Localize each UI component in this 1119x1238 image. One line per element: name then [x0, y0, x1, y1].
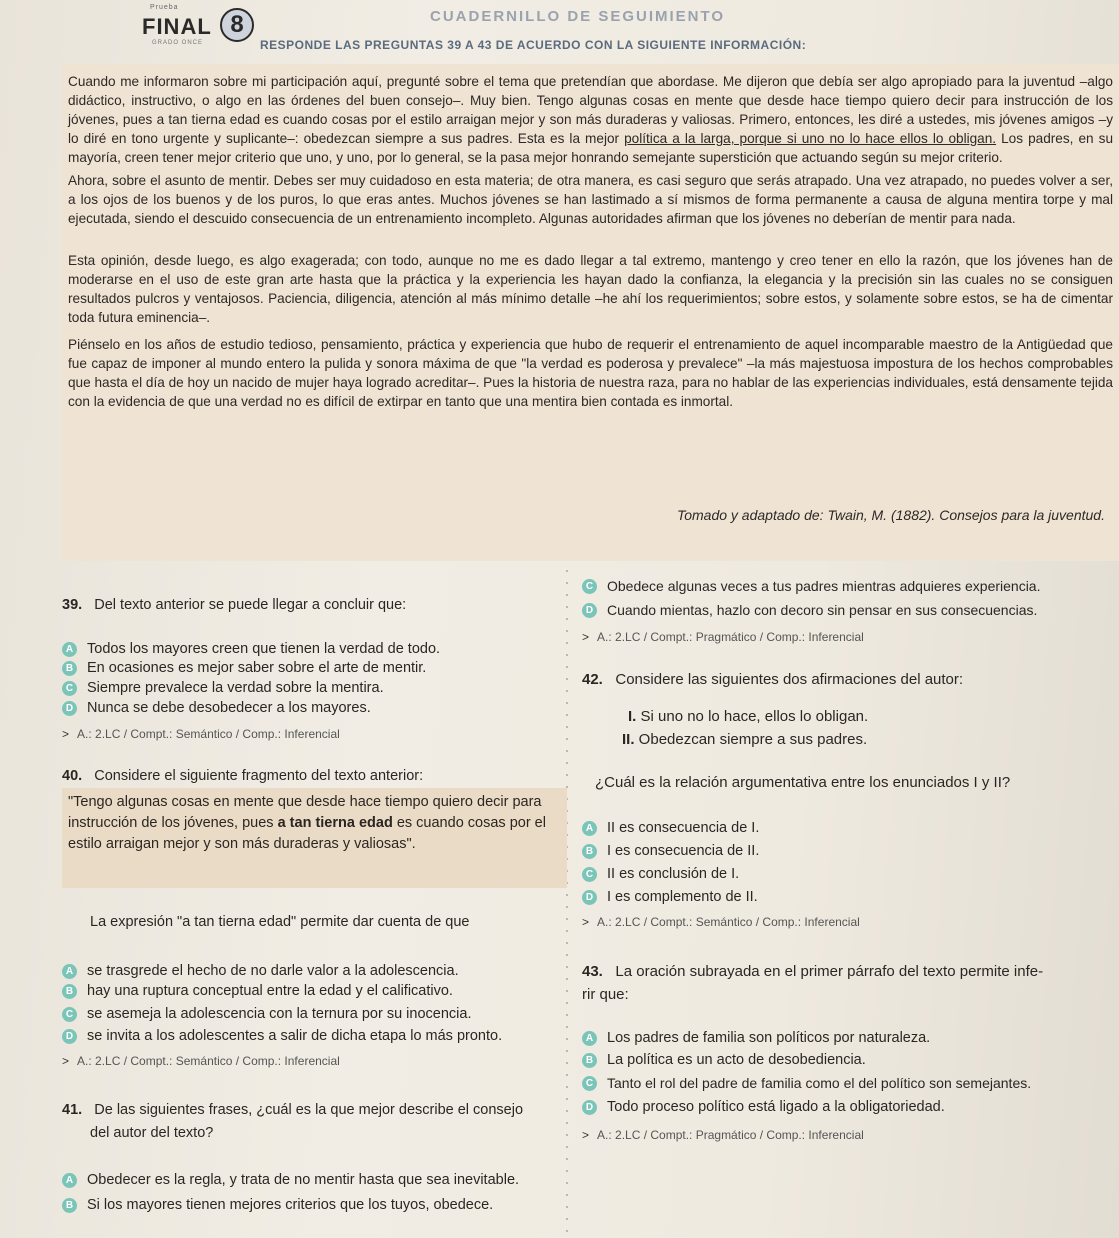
option-bubble[interactable]: C	[582, 579, 597, 594]
option-bubble[interactable]: B	[582, 1053, 597, 1068]
q40-option-c-text: se asemeja la adolescencia con la ternura por su inocencia.	[87, 1006, 472, 1022]
option-bubble[interactable]: B	[62, 984, 77, 999]
statement-1	[628, 708, 868, 725]
statement-1-text: Si uno no lo hace, ellos lo obligan.	[636, 708, 869, 725]
arrow-icon: >	[582, 1128, 590, 1142]
arrow-icon: >	[582, 630, 590, 644]
q41-option-d[interactable]	[582, 602, 1037, 618]
question-40-number: 40.	[62, 768, 83, 784]
statement-1-number: I.	[628, 708, 637, 725]
option-bubble[interactable]: D	[582, 890, 597, 905]
instruction: RESPONDE LAS PREGUNTAS 39 A 43 DE ACUERDO CON LA SIGUIENTE INFORMACIÓN:	[260, 38, 807, 52]
paragraph-1-text-a: Cuando me informaron sobre mi participación aquí, pregunté sobre el tema que pretendían que abordase. Me dijeron que debía ser algo apropiado para la juventud –algo didáctico, instructivo, o algo en las órdenes del buen consejo–. Muy bien. Tengo algunas cosas en mente que desde hace tiempo quiero decir para instrucción de los jóvenes, pues a tan tierna edad es cuando cosas por el estilo arraigan mejor y son más duraderas y valiosas. Primero, entonces, les diré a ustedes, mis jóvenes amigos –y lo diré en tono urgente y suplicante–: obedezcan siempre a sus padres. Esta es la mejor	[68, 74, 1113, 146]
q40-competence	[62, 1054, 340, 1068]
question-41-prompt	[62, 1101, 523, 1120]
question-41-text-1: De las siguientes frases, ¿cuál es la que mejor describe el consejo	[94, 1102, 524, 1118]
q43-option-c-text: Tanto el rol del padre de familia como el del político son semejantes.	[607, 1075, 1032, 1091]
q40-option-a-text: se trasgrede el hecho de no darle valor a la adolescencia.	[87, 963, 459, 979]
question-42-question: ¿Cuál es la relación argumentativa entre los enunciados I y II?	[595, 774, 1011, 791]
option-bubble[interactable]: C	[62, 1007, 77, 1022]
logo-number: 8	[220, 8, 254, 42]
question-41-number: 41.	[62, 1102, 83, 1118]
q39-option-a[interactable]	[62, 641, 440, 657]
q43-option-a[interactable]	[582, 1030, 930, 1046]
q43-competence-text: A.: 2.LC / Compt.: Pragmático / Comp.: Inferencial	[597, 1128, 864, 1142]
q40-option-d[interactable]	[62, 1028, 502, 1044]
statement-2-text: Obedezcan siempre a sus padres.	[634, 731, 868, 748]
option-bubble[interactable]: D	[582, 1100, 597, 1115]
option-bubble[interactable]: B	[582, 844, 597, 859]
statement-2-number: II.	[622, 731, 635, 748]
paragraph-1	[68, 72, 1113, 167]
q39-option-a-text: Todos los mayores creen que tienen la verdad de todo.	[87, 641, 441, 657]
question-43-prompt	[582, 962, 1043, 981]
q40-option-c[interactable]	[62, 1006, 471, 1022]
question-42-prompt	[582, 670, 963, 689]
q39-option-d-text: Nunca se debe desobedecer a los mayores.	[87, 700, 371, 716]
q41-option-c[interactable]	[582, 578, 1040, 594]
q40-option-d-text: se invita a los adolescentes a salir de dicha etapa lo más pronto.	[87, 1028, 503, 1044]
question-39-prompt	[62, 596, 406, 615]
booklet-title: CUADERNILLO DE SEGUIMIENTO	[430, 8, 726, 25]
q41-option-a[interactable]	[62, 1172, 519, 1188]
question-40-text: Considere el siguiente fragmento del texto anterior:	[94, 768, 424, 784]
q42-option-a[interactable]	[582, 820, 759, 836]
column-divider	[566, 565, 568, 1238]
q42-option-b[interactable]	[582, 843, 759, 859]
option-bubble[interactable]: C	[62, 681, 77, 696]
q43-option-d[interactable]	[582, 1099, 945, 1115]
logo	[128, 4, 268, 48]
q40-competence-text: A.: 2.LC / Compt.: Semántico / Comp.: Inferencial	[77, 1054, 340, 1068]
arrow-icon: >	[582, 915, 590, 929]
q42-competence	[582, 915, 860, 929]
question-43-text-1: La oración subrayada en el primer párrafo del texto permite infe-	[615, 963, 1044, 980]
option-bubble[interactable]: D	[582, 603, 597, 618]
citation: Tomado y adaptado de: Twain, M. (1882). Consejos para la juventud.	[676, 507, 1105, 523]
option-bubble[interactable]: A	[582, 821, 597, 836]
q43-competence	[582, 1128, 864, 1142]
option-bubble[interactable]: D	[62, 1029, 77, 1044]
q41-option-c-text: Obedece algunas veces a tus padres mientras adquieres experiencia.	[607, 578, 1041, 594]
option-bubble[interactable]: A	[62, 642, 77, 657]
q42-option-b-text: I es consecuencia de II.	[607, 843, 760, 859]
question-42-number: 42.	[582, 671, 603, 688]
q42-option-d[interactable]	[582, 889, 758, 905]
logo-word: FINAL	[142, 14, 212, 39]
paragraph-2: Ahora, sobre el asunto de mentir. Debes ser muy cuidadoso en esta materia; de otra manera, es casi seguro que serás atrapado. Una vez atrapado, no puedes volver a ser, a los ojos de los buenos y de los puros, lo que eras antes. Muchos jóvenes se han lastimado a sí mismos de forma permanente a causa de alguna mentira torpe y mal ejecutada, siendo el descuido consecuencia de un entrenamiento incompleto. Algunas autoridades afirman que los jóvenes no deberían de mentir para nada.	[68, 173, 1113, 226]
question-39-number: 39.	[62, 597, 83, 613]
logo-sub-text: GRADO ONCE	[152, 40, 204, 46]
underlined-sentence: política a la larga, porque si uno no lo hace ellos lo obligan.	[624, 131, 997, 146]
q43-option-b-text: La política es un acto de desobediencia.	[607, 1052, 866, 1068]
q42-option-a-text: II es consecuencia de I.	[607, 820, 760, 836]
q42-competence-text: A.: 2.LC / Compt.: Semántico / Comp.: Inferencial	[597, 915, 860, 929]
q39-option-b-text: En ocasiones es mejor saber sobre el arte de mentir.	[87, 660, 427, 676]
quote-bold: a tan tierna edad	[277, 815, 393, 831]
question-42-text: Considere las siguientes dos afirmaciones del autor:	[615, 671, 964, 688]
q39-option-c-text: Siempre prevalece la verdad sobre la mentira.	[87, 680, 384, 696]
q39-competence-text: A.: 2.LC / Compt.: Semántico / Comp.: Inferencial	[77, 727, 340, 741]
q40-option-b[interactable]	[62, 983, 453, 999]
quote-text-a: "Tengo algunas cosas en mente que desde hace tiempo quiero decir para instrucción de los jóvenes, pues	[68, 794, 542, 831]
q42-option-d-text: I es complemento de II.	[607, 889, 758, 905]
q39-competence	[62, 727, 340, 741]
question-39-text: Del texto anterior se puede llegar a concluir que:	[94, 597, 407, 613]
q43-option-c[interactable]	[582, 1075, 1031, 1091]
q41-option-a-text: Obedecer es la regla, y trata de no mentir hasta que sea inevitable.	[87, 1172, 520, 1188]
question-41-text-2: del autor del texto?	[90, 1125, 214, 1141]
question-40-prompt	[62, 767, 423, 786]
q39-option-b[interactable]	[62, 660, 426, 676]
paragraph-1-text-b: Los padres, en su mayoría, creen tener mejor criterio que uno, y uno, por lo general, se la pasa mejor honrando semejante superstición que actuando según su mejor criterio.	[68, 131, 1114, 165]
question-43-text-2: rir que:	[582, 986, 629, 1003]
paragraph-3: Esta opinión, desde luego, es algo exagerada; con todo, aunque no me es dado llegar a tal extremo, mantengo y creo tener en ello la razón, que los jóvenes han de moderarse en el uso de este gran arte hasta que la práctica y la experiencia les hayan dado la confianza, la elegancia y la precisión sin las cuales no se consiguen resultados pulcros y ventajosos. Paciencia, diligencia, atención al más mínimo detalle –he ahí los requerimientos; sobre estos, y solamente sobre estos, se ha de cimentar toda futura eminencia–.	[68, 253, 1113, 325]
q41-option-b[interactable]	[62, 1197, 493, 1213]
option-bubble[interactable]: A	[582, 1031, 597, 1046]
q40-option-a[interactable]	[62, 963, 459, 979]
arrow-icon: >	[62, 727, 70, 741]
q43-option-a-text: Los padres de familia son políticos por naturaleza.	[607, 1030, 931, 1046]
option-bubble[interactable]: B	[62, 661, 77, 676]
q42-option-c[interactable]	[582, 866, 739, 882]
statement-2	[622, 731, 867, 748]
q41-option-b-text: Si los mayores tienen mejores criterios que los tuyos, obedece.	[87, 1197, 494, 1213]
header	[0, 0, 1119, 60]
option-bubble[interactable]: C	[582, 867, 597, 882]
q41-competence-text: A.: 2.LC / Compt.: Pragmático / Comp.: Inferencial	[597, 630, 864, 644]
q40-option-b-text: hay una ruptura conceptual entre la edad y el calificativo.	[87, 983, 453, 999]
quote-box	[62, 788, 567, 888]
logo-top-text: Prueba	[150, 4, 179, 11]
q43-option-d-text: Todo proceso político está ligado a la obligatoriedad.	[607, 1099, 945, 1115]
q41-option-d-text: Cuando mientas, hazlo con decoro sin pensar en sus consecuencias.	[607, 602, 1038, 618]
option-bubble[interactable]: B	[62, 1198, 77, 1213]
paragraph-4: Piénselo en los años de estudio tedioso, pensamiento, práctica y experiencia que hubo de requerir el entrenamiento de aquel incomparable maestro de la Antigüedad que fue capaz de imponer al mundo entero la pulida y sonora máxima de que "la verdad es poderosa y prevalece" –la más majestuosa impostura de los hechos comprobables que hasta el día de hoy un nacido de mujer haya logrado acreditar–. Pues la historia de nuestra raza, para no hablar de las experiencias individuales, está densamente tejida con la evidencia de que una verdad no es difícil de extirpar en tanto que una mentira bien contada es inmortal.	[68, 337, 1113, 409]
option-bubble[interactable]: A	[62, 1173, 77, 1188]
arrow-icon: >	[62, 1054, 70, 1068]
q43-option-b[interactable]	[582, 1052, 866, 1068]
q41-competence	[582, 630, 864, 644]
question-43-number: 43.	[582, 963, 603, 980]
option-bubble[interactable]: D	[62, 701, 77, 716]
q39-option-d[interactable]	[62, 700, 371, 716]
quote-text-b: es cuando cosas por el estilo arraigan mejor y son más duraderas y valiosas".	[68, 815, 546, 852]
option-bubble[interactable]: A	[62, 964, 77, 979]
q42-option-c-text: II es conclusión de I.	[607, 866, 740, 882]
option-bubble[interactable]: C	[582, 1076, 597, 1091]
question-40-question: La expresión "a tan tierna edad" permite dar cuenta de que	[90, 914, 470, 930]
q39-option-c[interactable]	[62, 680, 384, 696]
